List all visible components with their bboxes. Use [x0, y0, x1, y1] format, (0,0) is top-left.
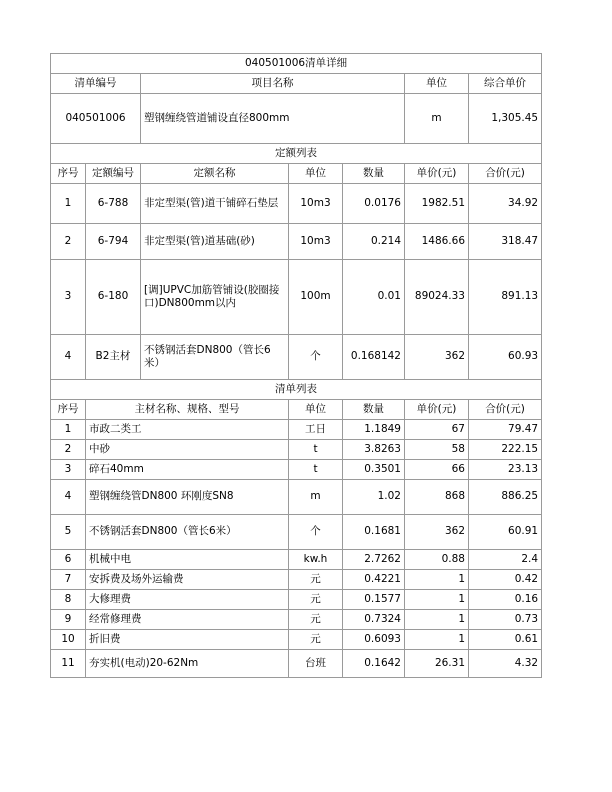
list-section-row — [51, 380, 542, 400]
list-row — [51, 480, 542, 515]
list-unit-price: 868 — [405, 480, 469, 515]
list-index: 8 — [51, 590, 86, 610]
quota-index: 2 — [51, 224, 86, 260]
list-column-header-row — [51, 400, 542, 420]
list-row — [51, 550, 542, 570]
list-col-index: 序号 — [51, 400, 86, 420]
list-total: 886.25 — [469, 480, 542, 515]
list-unit: 元 — [289, 630, 343, 650]
quota-col-code: 定额编号 — [86, 164, 141, 184]
list-qty: 1.02 — [343, 480, 405, 515]
quota-index: 3 — [51, 260, 86, 335]
quota-unit-price: 1486.66 — [405, 224, 469, 260]
quota-row — [51, 224, 542, 260]
quota-name: 不锈钢活套DN800（管长6米） — [141, 335, 289, 380]
list-col-total: 合价(元) — [469, 400, 542, 420]
quota-name: 非定型渠(管)道干铺碎石垫层 — [141, 184, 289, 224]
list-row — [51, 590, 542, 610]
list-unit-price: 1 — [405, 630, 469, 650]
list-unit-price: 66 — [405, 460, 469, 480]
list-name: 经常修理费 — [86, 610, 289, 630]
list-index: 11 — [51, 650, 86, 678]
quota-row — [51, 335, 542, 380]
quota-row — [51, 260, 542, 335]
quota-unit-price: 362 — [405, 335, 469, 380]
quota-total: 34.92 — [469, 184, 542, 224]
list-total: 60.91 — [469, 515, 542, 550]
list-total: 222.15 — [469, 440, 542, 460]
list-unit-price: 1 — [405, 570, 469, 590]
list-unit: 元 — [289, 570, 343, 590]
quota-index: 4 — [51, 335, 86, 380]
quota-unit-price: 89024.33 — [405, 260, 469, 335]
list-index: 4 — [51, 480, 86, 515]
quota-unit: 100m — [289, 260, 343, 335]
header-col-price: 综合单价 — [469, 74, 542, 94]
quota-col-index: 序号 — [51, 164, 86, 184]
quota-section-title: 定额列表 — [51, 144, 542, 164]
list-unit: 工日 — [289, 420, 343, 440]
quota-unit-price: 1982.51 — [405, 184, 469, 224]
quota-code: 6-788 — [86, 184, 141, 224]
list-name: 碎石40mm — [86, 460, 289, 480]
header-value-row — [51, 94, 542, 144]
list-unit: kw.h — [289, 550, 343, 570]
quota-unit: 10m3 — [289, 184, 343, 224]
list-name: 机械中电 — [86, 550, 289, 570]
list-total: 0.61 — [469, 630, 542, 650]
list-index: 1 — [51, 420, 86, 440]
quota-col-unit-price: 单价(元) — [405, 164, 469, 184]
quota-qty: 0.01 — [343, 260, 405, 335]
list-col-unit: 单位 — [289, 400, 343, 420]
list-row — [51, 630, 542, 650]
list-qty: 2.7262 — [343, 550, 405, 570]
list-unit-price: 58 — [405, 440, 469, 460]
list-index: 5 — [51, 515, 86, 550]
title-row — [51, 54, 542, 74]
list-index: 3 — [51, 460, 86, 480]
header-label-row — [51, 74, 542, 94]
list-name: 不锈钢活套DN800（管长6米） — [86, 515, 289, 550]
header-col-unit: 单位 — [405, 74, 469, 94]
quota-name: [调]UPVC加筋管铺设(胶圈接口)DN800mm以内 — [141, 260, 289, 335]
list-qty: 0.1577 — [343, 590, 405, 610]
list-index: 9 — [51, 610, 86, 630]
quota-qty: 0.168142 — [343, 335, 405, 380]
list-index: 10 — [51, 630, 86, 650]
list-unit-price: 26.31 — [405, 650, 469, 678]
list-qty: 0.3501 — [343, 460, 405, 480]
list-name: 大修理费 — [86, 590, 289, 610]
quota-total: 318.47 — [469, 224, 542, 260]
list-unit: 台班 — [289, 650, 343, 678]
quota-unit: 个 — [289, 335, 343, 380]
list-name: 折旧费 — [86, 630, 289, 650]
list-total: 2.4 — [469, 550, 542, 570]
list-unit-price: 67 — [405, 420, 469, 440]
list-col-name: 主材名称、规格、型号 — [86, 400, 289, 420]
list-name: 安拆费及场外运输费 — [86, 570, 289, 590]
quota-total: 891.13 — [469, 260, 542, 335]
quota-index: 1 — [51, 184, 86, 224]
list-col-qty: 数量 — [343, 400, 405, 420]
list-section-title: 清单列表 — [51, 380, 542, 400]
quota-column-header-row — [51, 164, 542, 184]
list-qty: 3.8263 — [343, 440, 405, 460]
list-unit: t — [289, 460, 343, 480]
list-index: 7 — [51, 570, 86, 590]
quota-col-name: 定额名称 — [141, 164, 289, 184]
quota-name: 非定型渠(管)道基础(砂) — [141, 224, 289, 260]
list-row — [51, 610, 542, 630]
list-qty: 0.6093 — [343, 630, 405, 650]
list-total: 0.16 — [469, 590, 542, 610]
list-name: 中砂 — [86, 440, 289, 460]
list-unit-price: 362 — [405, 515, 469, 550]
header-col-name: 项目名称 — [141, 74, 405, 94]
list-col-unit-price: 单价(元) — [405, 400, 469, 420]
list-unit-price: 1 — [405, 610, 469, 630]
list-unit: 元 — [289, 610, 343, 630]
list-index: 2 — [51, 440, 86, 460]
list-total: 79.47 — [469, 420, 542, 440]
list-unit-price: 0.88 — [405, 550, 469, 570]
list-unit: 个 — [289, 515, 343, 550]
quota-row — [51, 184, 542, 224]
list-name: 市政二类工 — [86, 420, 289, 440]
list-row — [51, 570, 542, 590]
list-row — [51, 440, 542, 460]
list-name: 塑钢缠绕管DN800 环刚度SN8 — [86, 480, 289, 515]
list-qty: 0.7324 — [343, 610, 405, 630]
quota-code: 6-180 — [86, 260, 141, 335]
header-col-code: 清单编号 — [51, 74, 141, 94]
list-total: 0.42 — [469, 570, 542, 590]
bill-name: 塑钢缠绕管道铺设直径800mm — [141, 94, 405, 144]
bill-detail-table — [50, 53, 542, 678]
list-total: 23.13 — [469, 460, 542, 480]
quota-col-qty: 数量 — [343, 164, 405, 184]
list-qty: 0.1642 — [343, 650, 405, 678]
quota-code: 6-794 — [86, 224, 141, 260]
quota-qty: 0.214 — [343, 224, 405, 260]
list-index: 6 — [51, 550, 86, 570]
list-unit: 元 — [289, 590, 343, 610]
bill-price: 1,305.45 — [469, 94, 542, 144]
table-title: 040501006清单详细 — [51, 54, 542, 74]
quota-col-unit: 单位 — [289, 164, 343, 184]
list-qty: 1.1849 — [343, 420, 405, 440]
list-row — [51, 515, 542, 550]
list-row — [51, 420, 542, 440]
quota-qty: 0.0176 — [343, 184, 405, 224]
quota-total: 60.93 — [469, 335, 542, 380]
quota-code: B2主材 — [86, 335, 141, 380]
list-qty: 0.1681 — [343, 515, 405, 550]
bill-unit: m — [405, 94, 469, 144]
list-row — [51, 650, 542, 678]
list-row — [51, 460, 542, 480]
bill-code: 040501006 — [51, 94, 141, 144]
list-unit-price: 1 — [405, 590, 469, 610]
quota-section-row — [51, 144, 542, 164]
list-unit: t — [289, 440, 343, 460]
list-unit: m — [289, 480, 343, 515]
quota-col-total: 合价(元) — [469, 164, 542, 184]
quota-unit: 10m3 — [289, 224, 343, 260]
list-total: 0.73 — [469, 610, 542, 630]
list-total: 4.32 — [469, 650, 542, 678]
list-qty: 0.4221 — [343, 570, 405, 590]
list-name: 夯实机(电动)20-62Nm — [86, 650, 289, 678]
